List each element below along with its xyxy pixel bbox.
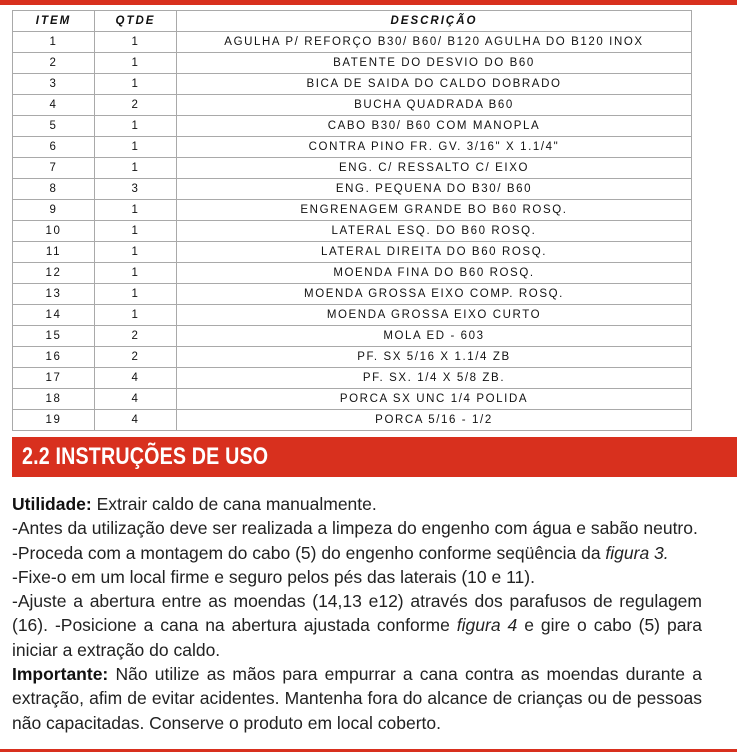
- cell-item: 16: [13, 347, 95, 368]
- cell-qtde: 2: [95, 326, 177, 347]
- cell-descricao: BATENTE DO DESVIO DO B60: [177, 53, 692, 74]
- cell-descricao: CABO B30/ B60 COM MANOPLA: [177, 116, 692, 137]
- cell-qtde: 1: [95, 53, 177, 74]
- cell-qtde: 2: [95, 347, 177, 368]
- cell-item: 6: [13, 137, 95, 158]
- table-row: [13, 263, 692, 284]
- cell-item: 13: [13, 284, 95, 305]
- cell-descricao: PF. SX. 1/4 X 5/8 ZB.: [177, 368, 692, 389]
- instruction-line-2-text: -Proceda com a montagem do cabo (5) do engenho conforme seqüência da: [12, 542, 606, 563]
- table-row: [13, 116, 692, 137]
- table-row: [13, 389, 692, 410]
- cell-qtde: 1: [95, 74, 177, 95]
- cell-qtde: 1: [95, 242, 177, 263]
- cell-descricao: ENG. PEQUENA DO B30/ B60: [177, 179, 692, 200]
- table-row: [13, 95, 692, 116]
- cell-qtde: 2: [95, 95, 177, 116]
- instruction-line-4-text-a: -Ajuste a abertura entre as moendas (14,13 e12) através dos parafusos de regulagem (16). -Posicione a cana na abertura ajustada conforme: [12, 591, 702, 636]
- cell-descricao: PORCA SX UNC 1/4 POLIDA: [177, 389, 692, 410]
- utilidade-label: Utilidade:: [12, 494, 92, 514]
- cell-descricao: CONTRA PINO FR. GV. 3/16" X 1.1/4": [177, 137, 692, 158]
- cell-descricao: ENG. C/ RESSALTO C/ EIXO: [177, 158, 692, 179]
- utilidade-text: Extrair caldo de cana manualmente.: [91, 494, 377, 514]
- cell-item: 19: [13, 410, 95, 431]
- header-item: ITEM: [13, 11, 95, 32]
- cell-qtde: 4: [95, 368, 177, 389]
- parts-table: [12, 10, 692, 431]
- cell-qtde: 1: [95, 221, 177, 242]
- table-row: [13, 137, 692, 158]
- table-row: [13, 53, 692, 74]
- cell-descricao: MOENDA FINA DO B60 ROSQ.: [177, 263, 692, 284]
- instructions-body: [12, 492, 702, 735]
- section-title: 2.2 INSTRUÇÕES DE USO: [22, 443, 269, 470]
- table-row: [13, 221, 692, 242]
- importante-label: Importante:: [12, 664, 109, 685]
- table-row: [13, 158, 692, 179]
- cell-item: 10: [13, 221, 95, 242]
- cell-item: 7: [13, 158, 95, 179]
- cell-qtde: 1: [95, 116, 177, 137]
- cell-descricao: MOENDA GROSSA EIXO COMP. ROSQ.: [177, 284, 692, 305]
- table-row: [13, 284, 692, 305]
- cell-item: 12: [13, 263, 95, 284]
- cell-qtde: 1: [95, 32, 177, 53]
- cell-descricao: PORCA 5/16 - 1/2: [177, 410, 692, 431]
- cell-descricao: BUCHA QUADRADA B60: [177, 95, 692, 116]
- cell-descricao: BICA DE SAIDA DO CALDO DOBRADO: [177, 74, 692, 95]
- cell-descricao: PF. SX 5/16 X 1.1/4 ZB: [177, 347, 692, 368]
- cell-qtde: 3: [95, 179, 177, 200]
- cell-item: 8: [13, 179, 95, 200]
- cell-qtde: 1: [95, 137, 177, 158]
- cell-descricao: AGULHA P/ REFORÇO B30/ B60/ B120 AGULHA DO B120 INOX: [177, 32, 692, 53]
- cell-item: 15: [13, 326, 95, 347]
- table-row: [13, 32, 692, 53]
- cell-item: 3: [13, 74, 95, 95]
- cell-item: 18: [13, 389, 95, 410]
- cell-qtde: 1: [95, 158, 177, 179]
- table-row: [13, 242, 692, 263]
- cell-descricao: MOLA ED - 603: [177, 326, 692, 347]
- instruction-line-3: -Fixe-o em um local firme e seguro pelos pés das laterais (10 e 11).: [12, 566, 535, 587]
- figure-3-reference: figura 3.: [605, 542, 669, 563]
- cell-item: 1: [13, 32, 95, 53]
- instruction-line-4: [12, 589, 702, 662]
- cell-descricao: MOENDA GROSSA EIXO CURTO: [177, 305, 692, 326]
- cell-descricao: LATERAL DIREITA DO B60 ROSQ.: [177, 242, 692, 263]
- utilidade-paragraph: [12, 492, 702, 516]
- table-row: [13, 179, 692, 200]
- instruction-line-4-text-b: e gire o cabo (5) para iniciar a extração do caldo.: [12, 615, 702, 660]
- cell-qtde: 1: [95, 305, 177, 326]
- cell-qtde: 1: [95, 284, 177, 305]
- top-accent-bar: [0, 0, 737, 5]
- cell-qtde: 4: [95, 389, 177, 410]
- table-row: [13, 347, 692, 368]
- cell-descricao: LATERAL ESQ. DO B60 ROSQ.: [177, 221, 692, 242]
- cell-qtde: 1: [95, 263, 177, 284]
- cell-item: 2: [13, 53, 95, 74]
- parts-table-container: [12, 10, 692, 431]
- importante-text: Não utilize as mãos para empurrar a cana contra as moendas durante a extração, afim de evitar acidentes. Mantenha fora do alcance de crianças ou de pessoas não capacitadas. Conserve o produto em local coberto.: [12, 664, 702, 733]
- table-row: [13, 410, 692, 431]
- figure-4-reference: figura 4: [456, 615, 518, 636]
- cell-qtde: 1: [95, 200, 177, 221]
- table-row: [13, 368, 692, 389]
- header-descricao: DESCRIÇÃO: [177, 11, 692, 32]
- cell-item: 17: [13, 368, 95, 389]
- table-body: [13, 32, 692, 431]
- instruction-line-2: [12, 541, 702, 565]
- cell-item: 14: [13, 305, 95, 326]
- table-row: [13, 326, 692, 347]
- cell-qtde: 4: [95, 410, 177, 431]
- cell-item: 11: [13, 242, 95, 263]
- cell-item: 4: [13, 95, 95, 116]
- cell-item: 5: [13, 116, 95, 137]
- instruction-line-1: -Antes da utilização deve ser realizada a limpeza do engenho com água e sabão neutro.: [12, 518, 698, 539]
- cell-descricao: ENGRENAGEM GRANDE BO B60 ROSQ.: [177, 200, 692, 221]
- cell-item: 9: [13, 200, 95, 221]
- bottom-accent-rule: [0, 749, 737, 752]
- header-qtde: QTDE: [95, 11, 177, 32]
- importante-paragraph: [12, 662, 702, 735]
- section-banner: [12, 437, 737, 480]
- table-row: [13, 200, 692, 221]
- table-row: [13, 74, 692, 95]
- table-row: [13, 305, 692, 326]
- table-header-row: [13, 11, 692, 32]
